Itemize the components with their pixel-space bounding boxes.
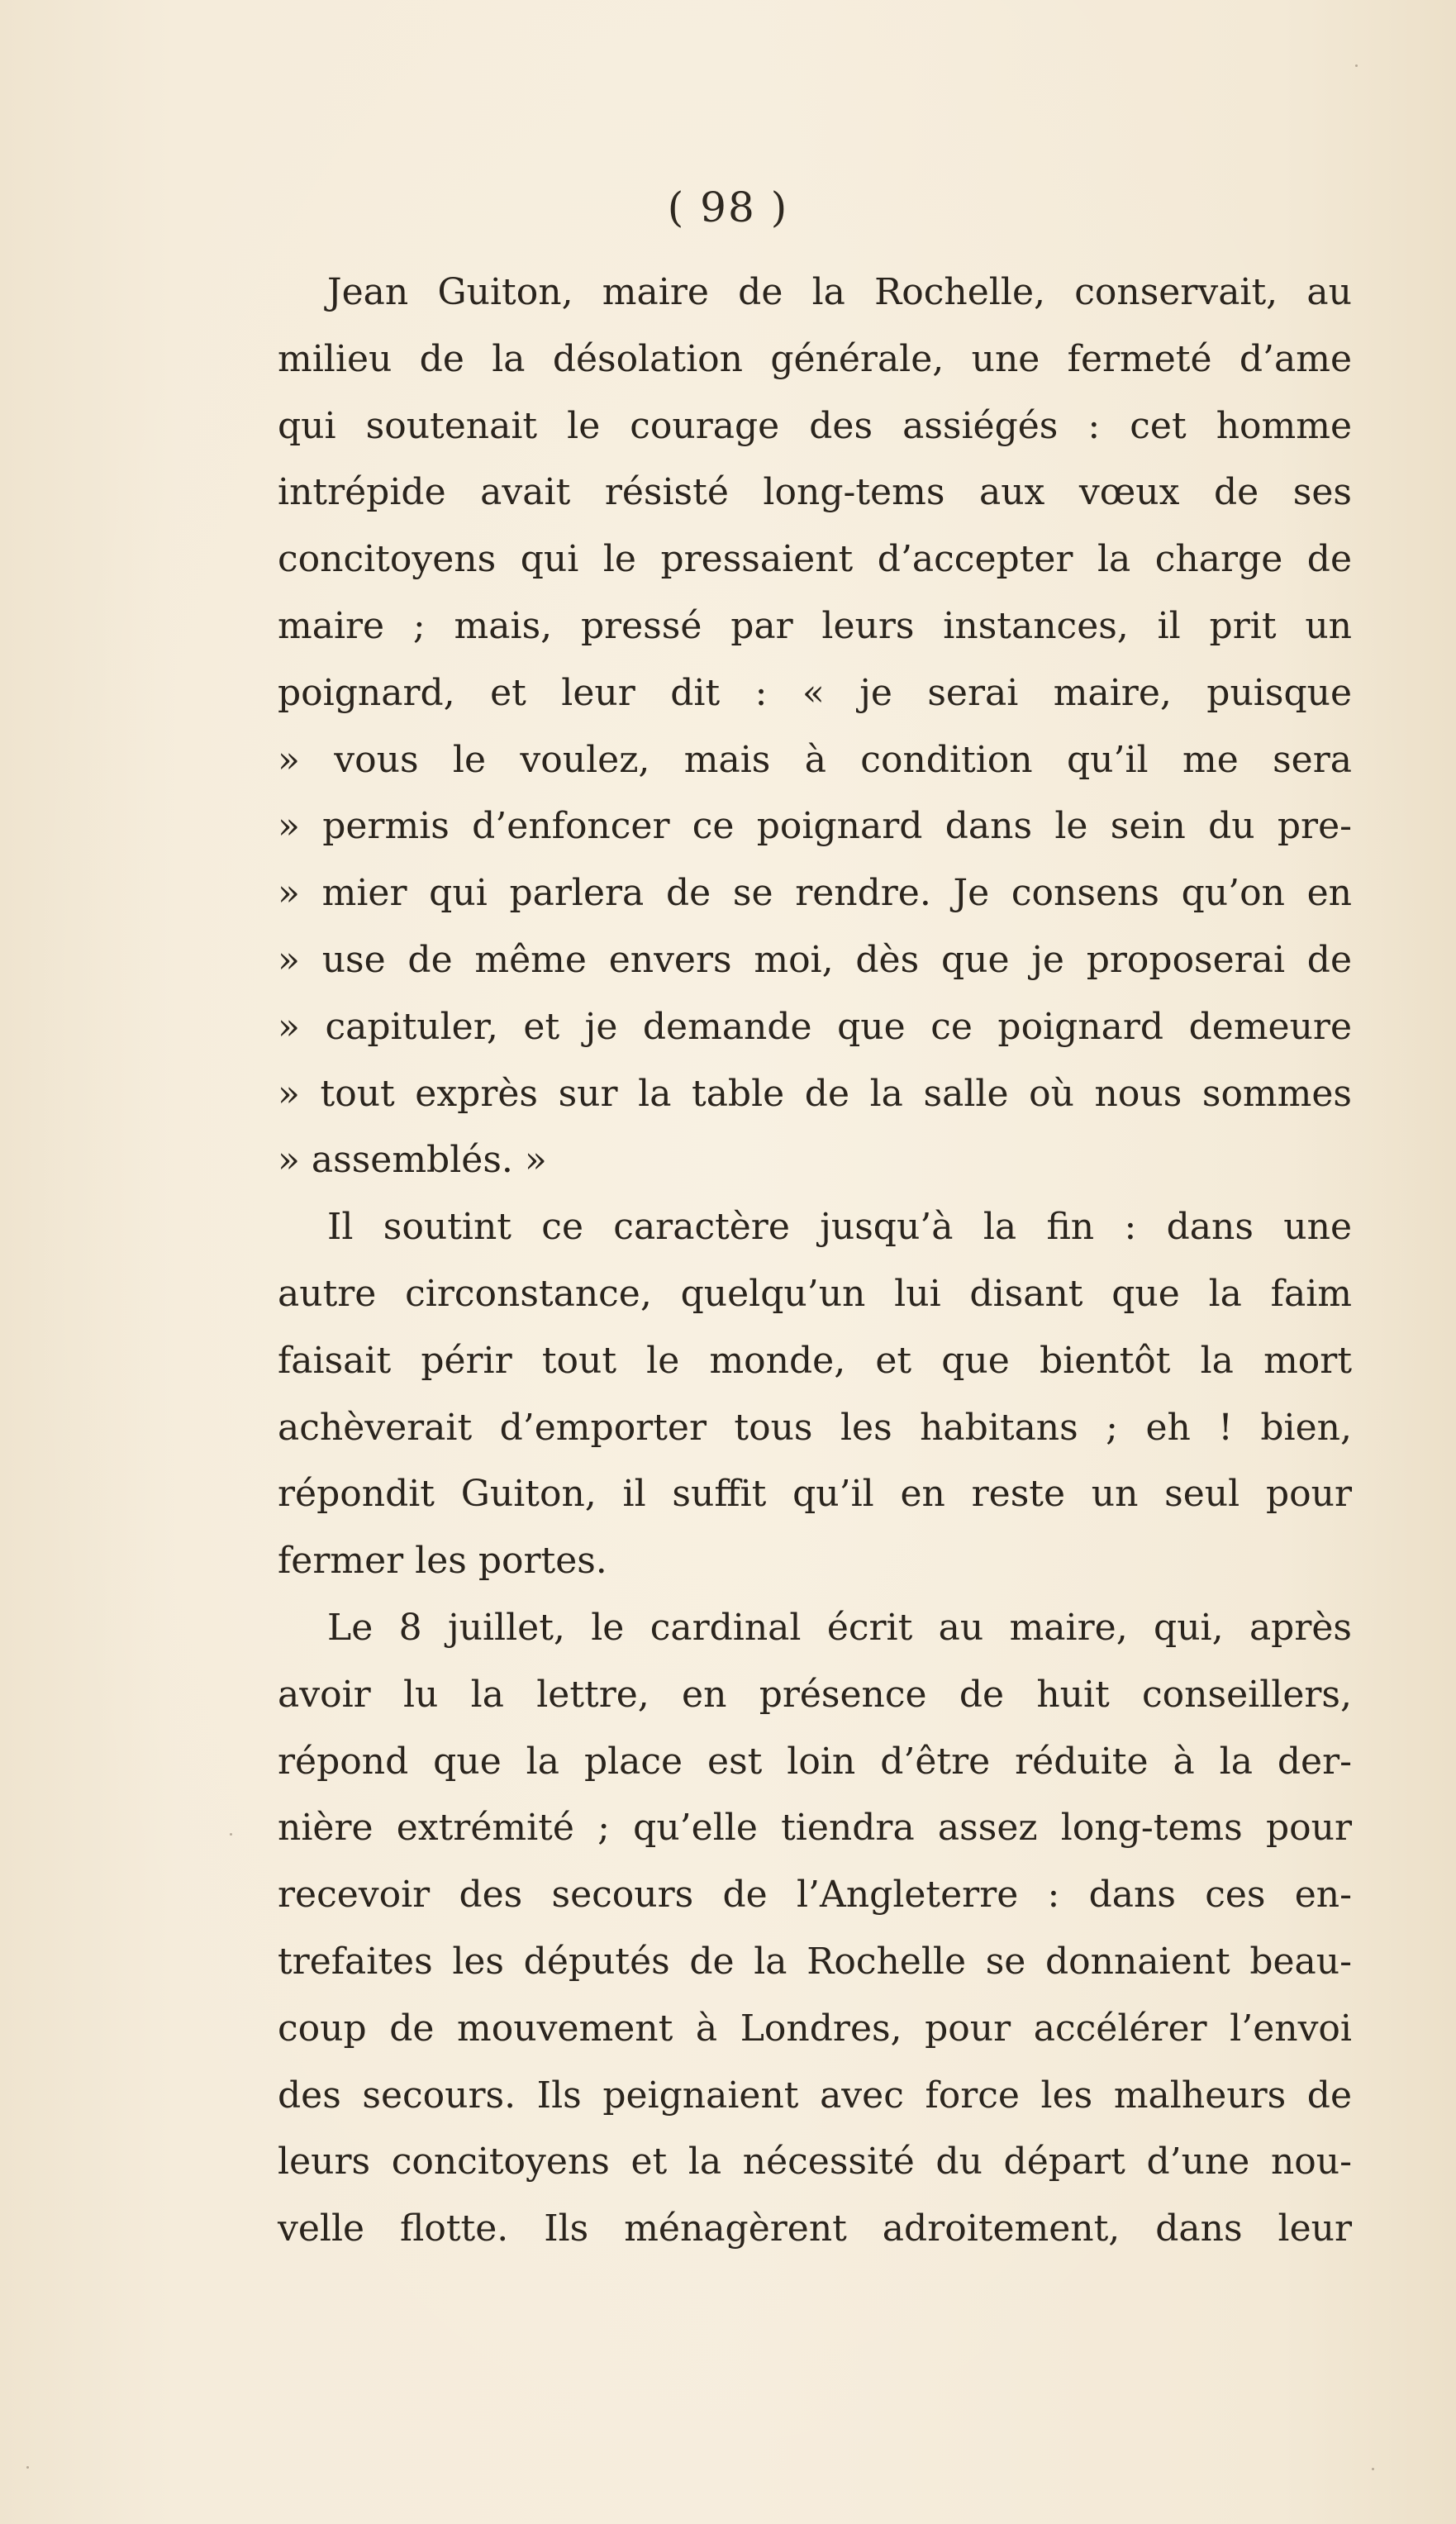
text-line: leurs concitoyens et la nécessité du départ d’une nou- [278,2141,1352,2183]
text-line: répondit Guiton, il suffit qu’il en reste un seul pour [278,1473,1352,1516]
text-line: intrépide avait résisté long-tems aux vœux de ses [278,471,1352,514]
text-line: velle flotte. Ils ménagèrent adroitement, dans leur [278,2207,1352,2250]
text-line: Jean Guiton, maire de la Rochelle, conservait, au [327,271,1352,313]
text-line: coup de mouvement à Londres, pour accélérer l’envoi [278,2007,1352,2050]
text-line: autre circonstance, quelqu’un lui disant que la faim [278,1272,1352,1315]
text-line: fermer les portes. [278,1540,607,1583]
text-line: milieu de la désolation générale, une fermeté d’ame [278,337,1352,380]
text-line: poignard, et leur dit : « je serai maire, puisque [278,671,1352,714]
body-text [278,260,1352,2263]
text-line: » mier qui parlera de se rendre. Je consens qu’on en [278,872,1352,915]
text-line: » permis d’enfoncer ce poignard dans le sein du pre- [278,805,1352,848]
text-line: répond que la place est loin d’être réduite à la der- [278,1740,1352,1783]
text-line: des secours. Ils peignaient avec force les malheurs de [278,2074,1352,2117]
text-line: nière extrémité ; qu’elle tiendra assez long-tems pour [278,1807,1352,1850]
text-line: Le 8 juillet, le cardinal écrit au maire, qui, après [327,1606,1352,1649]
text-line: » use de même envers moi, dès que je proposerai de [278,938,1352,981]
text-line: concitoyens qui le pressaient d’accepter la charge de [278,538,1352,581]
paper-speck [26,2466,29,2469]
text-line: » vous le voulez, mais à condition qu’il me sera [278,738,1352,781]
text-line: trefaites les députés de la Rochelle se donnaient beau- [278,1940,1352,1983]
text-line: avoir lu la lettre, en présence de huit conseillers, [278,1673,1352,1716]
text-line: faisait périr tout le monde, et que bientôt la mort [278,1339,1352,1382]
text-line: Il soutint ce caractère jusqu’à la fin : dans une [327,1206,1352,1249]
text-line: achèverait d’emporter tous les habitans ; eh ! bien, [278,1406,1352,1449]
text-line: » tout exprès sur la table de la salle où nous sommes [278,1072,1352,1115]
paper-speck [230,1833,232,1836]
text-line: » assemblés. » [278,1139,547,1182]
paper-speck [1372,2468,1374,2470]
paper-speck [1355,64,1358,67]
page-number: ( 98 ) [667,183,789,231]
text-line: maire ; mais, pressé par leurs instances, il prit un [278,604,1352,647]
text-line: qui soutenait le courage des assiégés : cet homme [278,404,1352,447]
text-line: » capituler, et je demande que ce poignard demeure [278,1005,1352,1048]
text-line: recevoir des secours de l’Angleterre : dans ces en- [278,1874,1352,1917]
